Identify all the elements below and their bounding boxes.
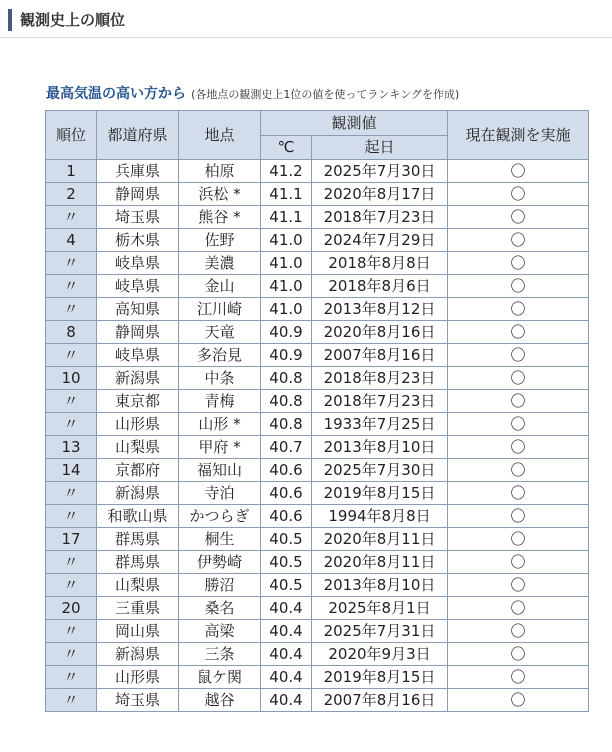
prefecture-cell: 静岡県	[97, 321, 179, 344]
prefecture-cell: 山形県	[97, 413, 179, 436]
rank-cell: 20	[46, 597, 97, 620]
current-observation-cell: 〇	[448, 390, 589, 413]
place-cell: 桑名	[179, 597, 261, 620]
prefecture-cell: 山梨県	[97, 574, 179, 597]
section-header-bar	[8, 9, 12, 31]
current-observation-cell: 〇	[448, 505, 589, 528]
place-cell: かつらぎ	[179, 505, 261, 528]
date-cell: 2020年8月11日	[312, 528, 448, 551]
temperature-cell: 40.9	[261, 321, 312, 344]
prefecture-cell: 岐阜県	[97, 344, 179, 367]
place-cell: 山形 *	[179, 413, 261, 436]
prefecture-cell: 岡山県	[97, 620, 179, 643]
header-place: 地点	[179, 111, 261, 160]
date-cell: 2013年8月12日	[312, 298, 448, 321]
temperature-cell: 40.8	[261, 413, 312, 436]
rank-cell: 〃	[46, 252, 97, 275]
date-cell: 2020年9月3日	[312, 643, 448, 666]
place-cell: 高梁	[179, 620, 261, 643]
table-row	[46, 229, 589, 252]
current-observation-cell: 〇	[448, 367, 589, 390]
temperature-cell: 41.0	[261, 275, 312, 298]
rank-cell: 〃	[46, 482, 97, 505]
current-observation-cell: 〇	[448, 275, 589, 298]
rank-cell: 〃	[46, 574, 97, 597]
temperature-cell: 40.6	[261, 505, 312, 528]
header-rank: 順位	[46, 111, 97, 160]
current-observation-cell: 〇	[448, 551, 589, 574]
table-row	[46, 298, 589, 321]
rank-cell: 17	[46, 528, 97, 551]
date-cell: 1933年7月25日	[312, 413, 448, 436]
place-cell: 金山	[179, 275, 261, 298]
temperature-cell: 41.0	[261, 298, 312, 321]
date-cell: 1994年8月8日	[312, 505, 448, 528]
table-row	[46, 390, 589, 413]
temperature-cell: 40.4	[261, 643, 312, 666]
prefecture-cell: 栃木県	[97, 229, 179, 252]
current-observation-cell: 〇	[448, 183, 589, 206]
table-row	[46, 160, 589, 183]
rank-cell: 4	[46, 229, 97, 252]
prefecture-cell: 岐阜県	[97, 252, 179, 275]
ranking-table	[45, 110, 589, 712]
table-row	[46, 413, 589, 436]
prefecture-cell: 新潟県	[97, 367, 179, 390]
current-observation-cell: 〇	[448, 344, 589, 367]
date-cell: 2007年8月16日	[312, 689, 448, 712]
rank-cell: 〃	[46, 298, 97, 321]
rank-cell: 〃	[46, 275, 97, 298]
table-row	[46, 620, 589, 643]
rank-cell: 〃	[46, 643, 97, 666]
rank-cell: 1	[46, 160, 97, 183]
temperature-cell: 41.1	[261, 206, 312, 229]
rank-cell: 〃	[46, 344, 97, 367]
current-observation-cell: 〇	[448, 436, 589, 459]
current-observation-cell: 〇	[448, 229, 589, 252]
temperature-cell: 40.6	[261, 482, 312, 505]
table-row	[46, 183, 589, 206]
prefecture-cell: 東京都	[97, 390, 179, 413]
current-observation-cell: 〇	[448, 206, 589, 229]
table-row	[46, 436, 589, 459]
temperature-cell: 40.5	[261, 528, 312, 551]
caption-title: 最高気温の高い方から	[46, 86, 186, 102]
header-current: 現在観測を実施	[448, 111, 589, 160]
date-cell: 2018年8月23日	[312, 367, 448, 390]
current-observation-cell: 〇	[448, 298, 589, 321]
rank-cell: 10	[46, 367, 97, 390]
place-cell: 越谷	[179, 689, 261, 712]
place-cell: 天竜	[179, 321, 261, 344]
rank-cell: 〃	[46, 551, 97, 574]
current-observation-cell: 〇	[448, 459, 589, 482]
ranking-table-body	[46, 160, 589, 712]
place-cell: 熊谷 *	[179, 206, 261, 229]
rank-cell: 〃	[46, 505, 97, 528]
prefecture-cell: 新潟県	[97, 482, 179, 505]
place-cell: 柏原	[179, 160, 261, 183]
caption-note: (各地点の観測史上1位の値を使ってランキングを作成)	[191, 88, 460, 101]
rank-cell: 〃	[46, 666, 97, 689]
date-cell: 2018年8月8日	[312, 252, 448, 275]
place-cell: 中条	[179, 367, 261, 390]
table-row	[46, 275, 589, 298]
current-observation-cell: 〇	[448, 252, 589, 275]
prefecture-cell: 和歌山県	[97, 505, 179, 528]
prefecture-cell: 静岡県	[97, 183, 179, 206]
table-row	[46, 505, 589, 528]
temperature-cell: 40.4	[261, 666, 312, 689]
prefecture-cell: 三重県	[97, 597, 179, 620]
section-header	[0, 0, 612, 38]
date-cell: 2025年7月31日	[312, 620, 448, 643]
rank-cell: 14	[46, 459, 97, 482]
date-cell: 2025年8月1日	[312, 597, 448, 620]
rank-cell: 2	[46, 183, 97, 206]
temperature-cell: 41.0	[261, 252, 312, 275]
prefecture-cell: 群馬県	[97, 528, 179, 551]
date-cell: 2020年8月16日	[312, 321, 448, 344]
prefecture-cell: 山形県	[97, 666, 179, 689]
temperature-cell: 40.8	[261, 390, 312, 413]
place-cell: 鼠ケ関	[179, 666, 261, 689]
place-cell: 勝沼	[179, 574, 261, 597]
place-cell: 美濃	[179, 252, 261, 275]
date-cell: 2019年8月15日	[312, 482, 448, 505]
rank-cell: 〃	[46, 390, 97, 413]
current-observation-cell: 〇	[448, 620, 589, 643]
prefecture-cell: 埼玉県	[97, 689, 179, 712]
current-observation-cell: 〇	[448, 482, 589, 505]
place-cell: 浜松 *	[179, 183, 261, 206]
place-cell: 三条	[179, 643, 261, 666]
prefecture-cell: 群馬県	[97, 551, 179, 574]
rank-cell: 〃	[46, 620, 97, 643]
place-cell: 青梅	[179, 390, 261, 413]
date-cell: 2020年8月11日	[312, 551, 448, 574]
rank-cell: 〃	[46, 413, 97, 436]
table-row	[46, 459, 589, 482]
rank-cell: 〃	[46, 689, 97, 712]
current-observation-cell: 〇	[448, 413, 589, 436]
date-cell: 2025年7月30日	[312, 160, 448, 183]
date-cell: 2020年8月17日	[312, 183, 448, 206]
current-observation-cell: 〇	[448, 666, 589, 689]
current-observation-cell: 〇	[448, 643, 589, 666]
current-observation-cell: 〇	[448, 597, 589, 620]
table-row	[46, 367, 589, 390]
current-observation-cell: 〇	[448, 528, 589, 551]
header-unit: ℃	[261, 136, 312, 160]
table-row	[46, 597, 589, 620]
temperature-cell: 40.7	[261, 436, 312, 459]
current-observation-cell: 〇	[448, 160, 589, 183]
temperature-cell: 41.1	[261, 183, 312, 206]
current-observation-cell: 〇	[448, 574, 589, 597]
place-cell: 福知山	[179, 459, 261, 482]
date-cell: 2018年8月6日	[312, 275, 448, 298]
place-cell: 伊勢崎	[179, 551, 261, 574]
temperature-cell: 40.5	[261, 551, 312, 574]
table-row	[46, 321, 589, 344]
date-cell: 2007年8月16日	[312, 344, 448, 367]
place-cell: 桐生	[179, 528, 261, 551]
current-observation-cell: 〇	[448, 689, 589, 712]
table-row	[46, 344, 589, 367]
rank-cell: 13	[46, 436, 97, 459]
header-prefecture: 都道府県	[97, 111, 179, 160]
temperature-cell: 40.4	[261, 620, 312, 643]
prefecture-cell: 山梨県	[97, 436, 179, 459]
prefecture-cell: 岐阜県	[97, 275, 179, 298]
rank-cell: 〃	[46, 206, 97, 229]
date-cell: 2018年7月23日	[312, 390, 448, 413]
rank-cell: 8	[46, 321, 97, 344]
place-cell: 甲府 *	[179, 436, 261, 459]
prefecture-cell: 兵庫県	[97, 160, 179, 183]
date-cell: 2019年8月15日	[312, 666, 448, 689]
place-cell: 多治見	[179, 344, 261, 367]
temperature-cell: 40.6	[261, 459, 312, 482]
date-cell: 2018年7月23日	[312, 206, 448, 229]
table-row	[46, 206, 589, 229]
place-cell: 寺泊	[179, 482, 261, 505]
prefecture-cell: 埼玉県	[97, 206, 179, 229]
table-row	[46, 551, 589, 574]
prefecture-cell: 新潟県	[97, 643, 179, 666]
table-row	[46, 482, 589, 505]
table-caption	[46, 82, 459, 106]
prefecture-cell: 高知県	[97, 298, 179, 321]
table-row	[46, 666, 589, 689]
temperature-cell: 40.5	[261, 574, 312, 597]
date-cell: 2025年7月30日	[312, 459, 448, 482]
temperature-cell: 40.4	[261, 597, 312, 620]
table-row	[46, 528, 589, 551]
temperature-cell: 41.0	[261, 229, 312, 252]
date-cell: 2013年8月10日	[312, 574, 448, 597]
header-date: 起日	[312, 136, 448, 160]
date-cell: 2024年7月29日	[312, 229, 448, 252]
table-row	[46, 689, 589, 712]
temperature-cell: 40.9	[261, 344, 312, 367]
table-row	[46, 252, 589, 275]
section-title: 観測史上の順位	[20, 11, 126, 29]
temperature-cell: 40.4	[261, 689, 312, 712]
current-observation-cell: 〇	[448, 321, 589, 344]
prefecture-cell: 京都府	[97, 459, 179, 482]
place-cell: 佐野	[179, 229, 261, 252]
table-row	[46, 643, 589, 666]
place-cell: 江川崎	[179, 298, 261, 321]
date-cell: 2013年8月10日	[312, 436, 448, 459]
table-row	[46, 574, 589, 597]
temperature-cell: 41.2	[261, 160, 312, 183]
header-observed: 観測値	[261, 111, 448, 136]
temperature-cell: 40.8	[261, 367, 312, 390]
